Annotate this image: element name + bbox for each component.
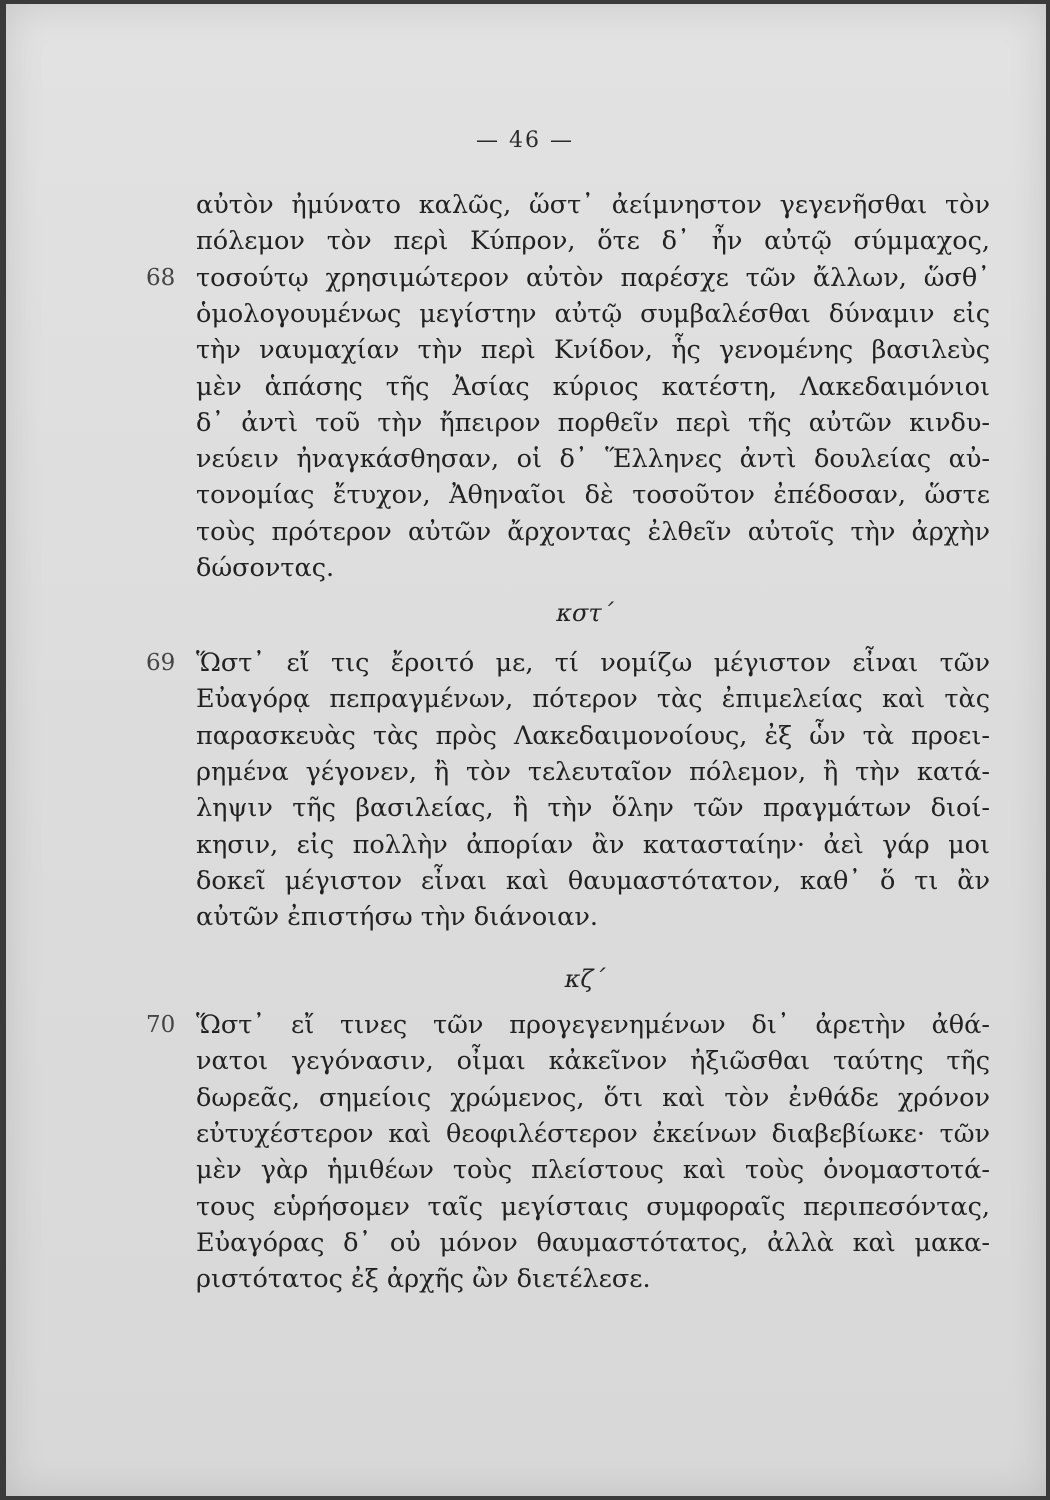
text-line: δοκεῖ μέγιστον εἶναι καὶ θαυμαστότατον, καθ᾽ ὅ τι ἂν [196, 865, 990, 896]
text-line: Εὐαγόρας δ᾽ οὐ μόνον θαυμαστότατος, ἀλλὰ καὶ μακα- [196, 1227, 990, 1258]
text-line: πόλεμον τὸν περὶ Κύπρον, ὅτε δ᾽ ἦν αὐτῷ σύμμαχος, [196, 226, 990, 257]
text-line: παρασκευὰς τὰς πρὸς Λακεδαιμονοίους, ἐξ ὧν τὰ προει- [196, 720, 990, 751]
text-line: ρημένα γέγονεν, ἢ τὸν τελευταῖον πόλεμον, ἢ τὴν κατά- [196, 756, 990, 787]
text-line: δώσοντας. [196, 553, 335, 583]
text-line: τὴν ναυμαχίαν τὴν περὶ Κνίδον, ἧς γενομένης βασιλεὺς [196, 335, 990, 366]
text-line: δωρεᾶς, σημείοις χρώμενος, ὅτι καὶ τὸν ἐνθάδε χρόνον [196, 1082, 990, 1113]
text-line: τοσούτῳ χρησιμώτερον αὐτὸν παρέσχε τῶν ἄλλων, ὥσθ᾽ [196, 262, 990, 293]
text-line: αὐτῶν ἐπιστήσω τὴν διάνοιαν. [196, 902, 599, 933]
text-line: νεύειν ἠναγκάσθησαν, οἱ δ᾽ Ἕλληνες ἀντὶ δουλείας αὐ- [196, 444, 990, 475]
text-line: κησιν, εἰς πολλὴν ἀπορίαν ἂν κατασταίην· ἀεὶ γάρ μοι [196, 829, 990, 860]
text-line: αὐτὸν ἠμύνατο καλῶς, ὥστ᾽ ἀείμνηστον γεγενῆσθαι τὸν [196, 190, 990, 220]
paragraph-margin-number: 70 [146, 1012, 176, 1038]
page-number: — 46 — [476, 128, 574, 153]
text-line: νατοι γεγόνασιν, οἶμαι κἀκεῖνον ἠξιῶσθαι ταύτης τῆς [196, 1046, 990, 1077]
text-line: δ᾽ ἀντὶ τοῦ τὴν ἤπειρον πορθεῖν περὶ τῆς αὐτῶν κινδυ- [196, 407, 990, 438]
text-line: μὲν γὰρ ἡμιθέων τοὺς πλείστους καὶ τοὺς ὀνομαστοτά- [196, 1155, 990, 1186]
paragraph-margin-number: 69 [146, 650, 176, 676]
text-line: ληψιν τῆς βασιλείας, ἢ τὴν ὅλην τῶν πραγμάτων διοί- [196, 793, 990, 824]
text-line: ὁμολογουμένως μεγίστην αὐτῷ συμβαλέσθαι δύναμιν εἰς [196, 298, 990, 329]
text-line: τονομίας ἔτυχον, Ἀθηναῖοι δὲ τοσοῦτον ἐπέδοσαν, ὥστε [196, 480, 990, 511]
text-line: Ὥστ᾽ εἴ τις ἔροιτό με, τί νομίζω μέγιστον εἶναι τῶν [196, 648, 990, 678]
text-line: Ὥστ᾽ εἴ τινες τῶν προγεγενημένων δι᾽ ἀρετὴν ἀθά- [196, 1010, 990, 1040]
text-line: Εὐαγόρᾳ πεπραγμένων, πότερον τὰς ἐπιμελείας καὶ τὰς [196, 684, 990, 715]
text-line: τοὺς πρότερον αὐτῶν ἄρχοντας ἐλθεῖν αὐτοῖς τὴν ἀρχὴν [196, 516, 990, 547]
text-line: μὲν ἁπάσης τῆς Ἀσίας κύριος κατέστη, Λακεδαιμόνιοι [196, 371, 990, 402]
text-line: ριστότατος ἐξ ἀρχῆς ὢν διετέλεσε. [196, 1264, 651, 1295]
section-heading: κζ´ [564, 965, 606, 993]
text-line: τους εὑρήσομεν ταῖς μεγίσταις συμφοραῖς περιπεσόντας, [196, 1191, 990, 1222]
paragraph-margin-number: 68 [146, 264, 176, 291]
section-heading: κστ´ [556, 599, 614, 627]
text-line: εὐτυχέστερον καὶ θεοφιλέστερον ἐκείνων διαβεβίωκε· τῶν [196, 1118, 990, 1149]
